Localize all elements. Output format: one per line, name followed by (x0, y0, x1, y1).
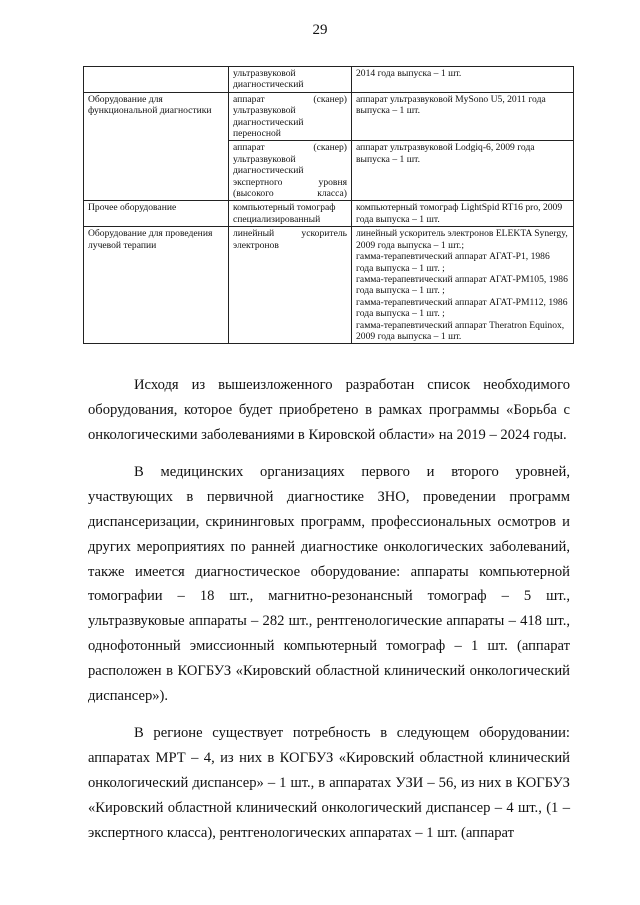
table-cell-device: ультразвуковой диагностический (229, 67, 352, 93)
model-line: аппарат ультразвуковой MySono U5, 2011 года выпуска – 1 шт. (356, 93, 546, 117)
table-cell-device: компьютерный томограф специализированный (229, 201, 352, 227)
page-number: 29 (312, 22, 328, 38)
model-line: гамма-терапевтический аппарат АГАТ-Р1, 1986 года выпуска – 1 шт. ; (356, 251, 550, 274)
paragraph: В медицинских организациях первого и второго уровней, участвующих в первичной диагностике ЗНО, проведении программ диспансеризации, скрининговых программ, профессиональных осмотров и других мероприятиях по ранней диагностике онкологических заболеваний, также имеется диагностическое оборудование: аппараты компьютерной томографии – 18 шт., магнитно-резонансный томограф – 5 шт., ультразвуковые аппараты – 282 шт., рентгенологические аппараты – 418 шт., однофотонный эмиссионный компьютерный томограф – 1 шт. (аппарат расположен в КОГБУЗ «Кировский областной клинический онкологический диспансер»). (88, 464, 570, 704)
model-line: гамма-терапевтический аппарат АГАТ-РМ105, 1986 года выпуска – 1 шт. ; (356, 273, 568, 297)
table-cell-models (352, 201, 574, 227)
table-cell-models (352, 92, 574, 141)
model-line: 2014 года выпуска – 1 шт. (356, 68, 462, 79)
table-row (84, 92, 574, 141)
model-line: гамма-терапевтический аппарат АГАТ-РМ112, 1986 года выпуска – 1 шт. ; (356, 296, 568, 320)
model-line: аппарат ультразвуковой Lodgiq-6, 2009 года выпуска – 1 шт. (356, 142, 535, 165)
model-line: линейный ускоритель электронов ELEKTA Synergy, 2009 года выпуска – 1 шт.; (356, 228, 568, 251)
paragraph: В регионе существует потребность в следующем оборудовании: аппаратах МРТ – 4, из них в КОГБУЗ «Кировский областной клинический онкологический диспансер» – 1 шт., в аппаратах УЗИ – 56, из них в КОГБУЗ «Кировский областной клинический онкологический диспансер – 4 шт., (1 – экспертного класса), рентгенологических аппаратах – 1 шт. (аппарат (88, 725, 570, 841)
table-cell-models (352, 141, 574, 201)
table-cell-category: Оборудование для функциональной диагностики (84, 92, 229, 201)
model-line: компьютерный томограф LightSpid RT16 pro, 2009 года выпуска – 1 шт. (356, 202, 563, 225)
table-cell-device: аппарат (сканер) ультразвуковой диагностический экспертного уровня (высокого класса) (229, 141, 352, 201)
body-text (88, 373, 570, 845)
table-cell-category: Оборудование для проведения лучевой терапии (84, 227, 229, 344)
table-cell-models (352, 67, 574, 93)
equipment-table (83, 66, 574, 344)
model-line: гамма-терапевтический аппарат Theratron Equinox, 2009 года выпуска – 1 шт. (356, 319, 565, 342)
table-cell-device: линейный ускоритель электронов (229, 227, 352, 344)
table-row (84, 227, 574, 344)
table-cell-category (84, 67, 229, 93)
paragraph: Исходя из вышеизложенного разработан список необходимого оборудования, которое будет приобретено в рамках программы «Борьба с онкологическими заболеваниями в Кировской области» на 2019 – 2024 годы. (88, 377, 570, 443)
table-row (84, 201, 574, 227)
table-row (84, 67, 574, 93)
table-cell-category: Прочее оборудование (84, 201, 229, 227)
table-cell-models (352, 227, 574, 344)
table-cell-device: аппарат (сканер) ультразвуковой диагностический переносной (229, 92, 352, 141)
